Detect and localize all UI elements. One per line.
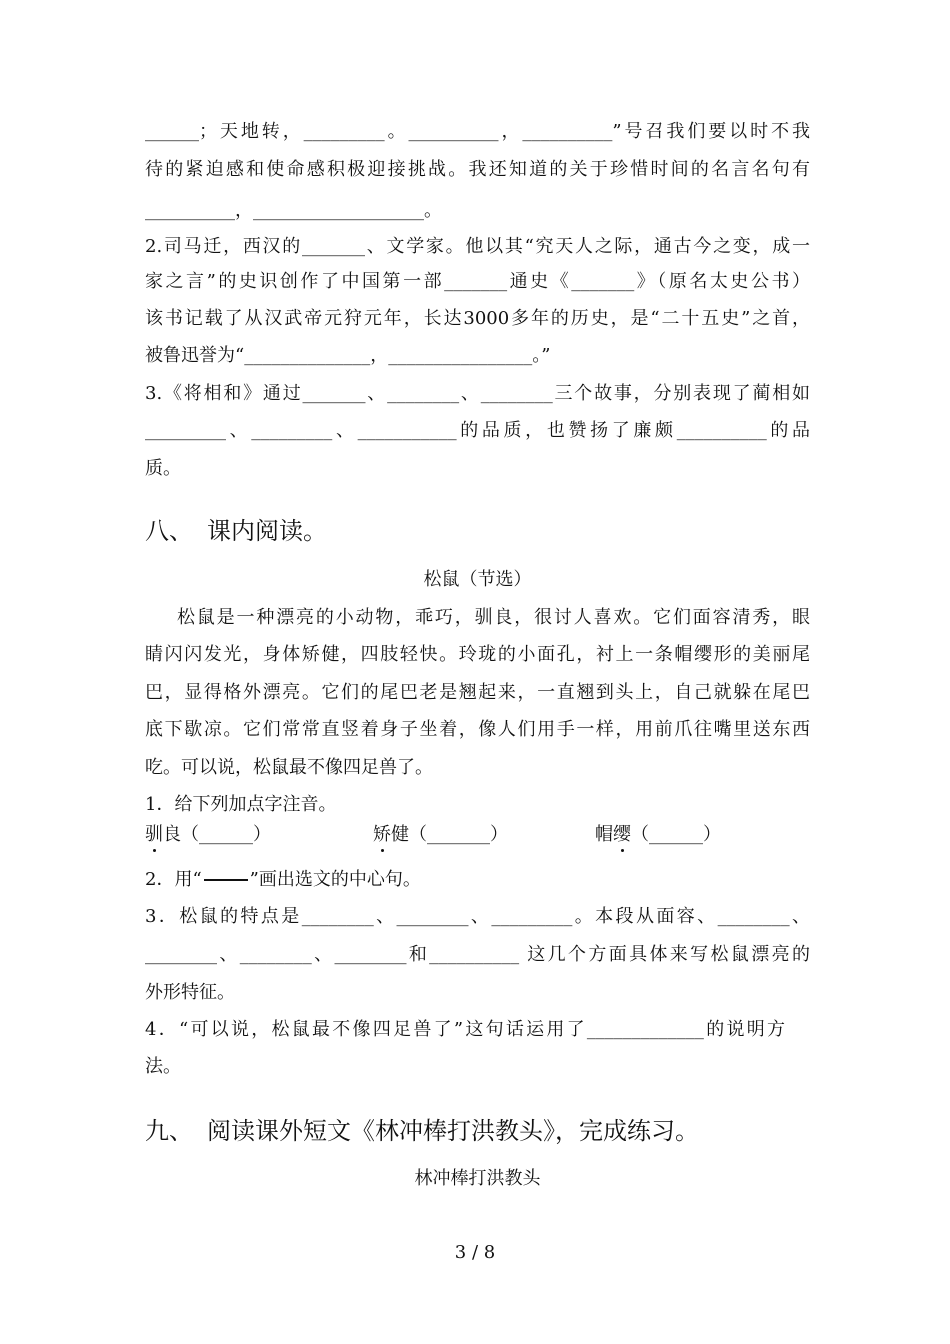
text-line: 家之言”的史识创作了中国第一部_______通史《_______》（原名太史公书） (145, 271, 810, 292)
text-line: 待的紧迫感和使命感积极迎接挑战。我还知道的关于珍惜时间的名言名句有 (145, 159, 810, 180)
section-heading-8 (145, 516, 810, 546)
paragraph-line: 松鼠是一种漂亮的小动物，乖巧，驯良，很讨人喜欢。它们面容清秀，眼 (177, 607, 810, 628)
paragraph-line: 底下歇凉。它们常常直竖着身子坐着，像人们用手一样，用前爪往嘴里送东西 (145, 719, 810, 740)
text-line: 2.司马迁，西汉的_______、文学家。他以其“究天人之际，通古今之变，成一 (145, 236, 810, 257)
question-2 (145, 868, 810, 892)
section-number: 八、 (145, 517, 193, 545)
passage-title: 林冲棒打洪教头 (414, 1168, 541, 1189)
section-number: 九、 (145, 1117, 193, 1145)
section-title: 阅读课外短文《林冲棒打洪教头》，完成练习。 (207, 1117, 699, 1145)
section-title: 课内阅读。 (207, 517, 327, 545)
text-line: 3.《将相和》通过_______、________、________三个故事，分别表现了蔺相如 (145, 383, 810, 404)
dotted-char: 驯 (145, 824, 163, 845)
text-line: 该书记载了从汉武帝元狩元年，长达3000多年的历史，是“二十五史”之首， (145, 308, 810, 329)
question-1: 1．给下列加点字注音。 (145, 794, 337, 815)
passage-title: 松鼠（节选） (423, 569, 532, 590)
page-indicator: 3 / 8 (454, 1242, 496, 1263)
question-3-line: ________、________、________和__________ 这几个方面具体来写松鼠漂亮的 (145, 944, 810, 965)
section-heading-9 (145, 1116, 810, 1146)
text-line: 被鲁迅誉为“______________，________________。” (145, 345, 551, 366)
paragraph-line: 巴，显得格外漂亮。它们的尾巴老是翘起来，一直翘到头上，自己就躲在尾巴 (145, 682, 810, 703)
text-line: __________，___________________。 (145, 200, 442, 221)
dotted-char: 矫 (373, 824, 391, 845)
question-3-line: 外形特征。 (145, 982, 235, 1003)
text-line: _________、_________、___________的品质，也赞扬了廉颇__________的品 (145, 420, 810, 441)
text-line: 质。 (145, 458, 181, 479)
question-4-line: 法。 (145, 1056, 181, 1077)
answer-blank[interactable]: （______） (631, 824, 721, 845)
answer-blank[interactable]: 健（_______） (391, 824, 508, 845)
plain-char: 帽 (595, 824, 613, 845)
question-4-line: 4．“可以说，松鼠最不像四足兽了”这句话运用了_____________的说明方 (145, 1019, 785, 1040)
pinyin-item (145, 823, 271, 847)
text-line: ______；天地转，_________。__________，__________”号召我们要以时不我 (145, 121, 810, 142)
dotted-char: 缨 (613, 824, 631, 845)
pinyin-row (145, 823, 810, 853)
paragraph-line: 吃。可以说，松鼠最不像四足兽了。 (145, 757, 433, 778)
pinyin-item (595, 823, 721, 847)
question-3-line: 3．松鼠的特点是________、________、_________。本段从面容、________、 (145, 906, 810, 927)
pinyin-item (373, 823, 508, 847)
question-2-prefix: 2．用“ (145, 869, 202, 890)
paragraph-line: 睛闪闪发光，身体矫健，四肢轻快。玲珑的小面孔，衬上一条帽缨形的美丽尾 (145, 644, 810, 665)
answer-blank[interactable]: 良（______） (163, 824, 271, 845)
question-2-suffix: ”画出选文的中心句。 (249, 869, 421, 890)
underline-sample (204, 879, 248, 881)
